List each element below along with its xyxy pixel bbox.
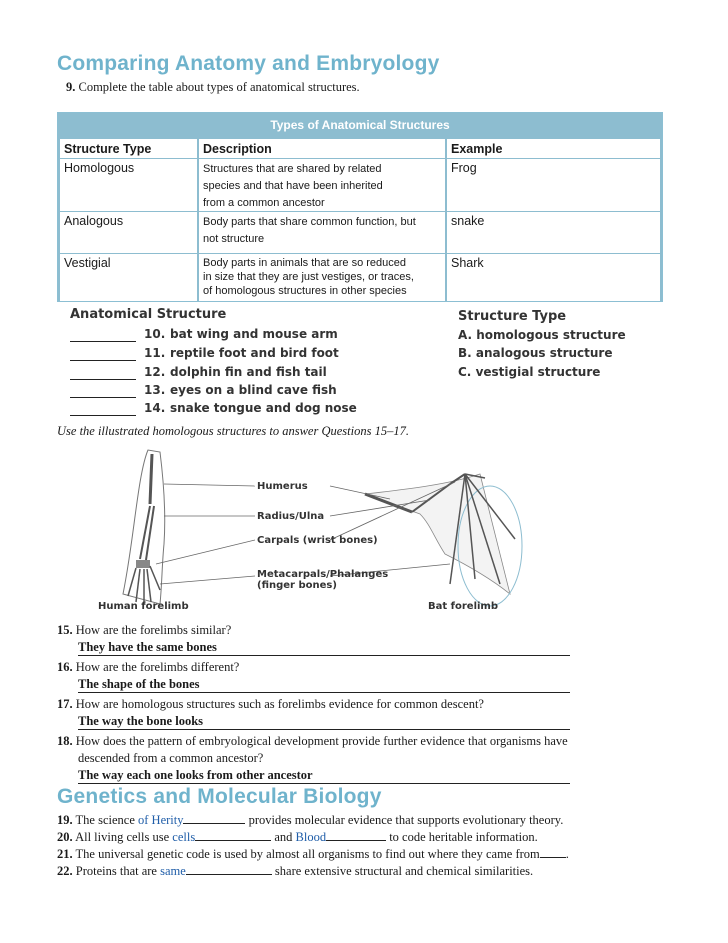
answer-15[interactable]: They have the same bones	[78, 640, 570, 656]
question-18: 18. How does the pattern of embryological development provide further evidence that organisms have	[57, 734, 568, 748]
answer-blank-11[interactable]	[70, 360, 136, 361]
cell-description: Body parts in animals that are so reduced in size that they are just vestiges, or traces, of homologous structures in other species	[203, 257, 414, 297]
cell-type: Homologous	[64, 161, 135, 175]
table-row	[60, 254, 660, 301]
caption-bat-forelimb: Bat forelimb	[428, 601, 498, 612]
answer-blank-10[interactable]	[70, 341, 136, 342]
question-21: 21. The universal genetic code is used by almost all organisms to find out where they came from .	[57, 847, 569, 861]
cell-example: snake	[451, 214, 485, 228]
table-title: Types of Anatomical Structures	[270, 118, 450, 132]
section-title-genetics: Genetics and Molecular Biology	[57, 785, 382, 808]
structure-type-header: Structure Type	[458, 309, 567, 324]
cell-example: Shark	[451, 256, 484, 270]
cell-example: Frog	[451, 161, 477, 175]
answer-blank-13[interactable]	[70, 397, 136, 398]
question-20: 20. All living cells use cells and Blood to code heritable information.	[57, 830, 538, 844]
answer-17[interactable]: The way the bone looks	[78, 714, 570, 730]
header-structure-type: Structure Type	[64, 142, 152, 156]
caption-human-forelimb: Human forelimb	[98, 601, 189, 612]
forelimb-figure	[90, 444, 630, 616]
header-description: Description	[203, 142, 272, 156]
anatomical-structures-table	[57, 112, 663, 302]
option-c: C. vestigial structure	[458, 365, 601, 379]
figure-instruction: Use the illustrated homologous structures to answer Questions 15–17.	[57, 424, 409, 438]
option-a: A. homologous structure	[458, 328, 626, 342]
cell-description: Body parts that share common function, but not structure	[203, 216, 416, 245]
answer-16[interactable]: The shape of the bones	[78, 677, 570, 693]
label-humerus: Humerus	[257, 481, 308, 492]
question-22: 22. Proteins that are same share extensive structural and chemical similarities.	[57, 864, 534, 878]
table-header-row	[60, 139, 660, 158]
table-row	[60, 159, 660, 211]
answer-18[interactable]: The way each one looks from other ancestor	[78, 768, 570, 784]
table-row	[60, 212, 660, 253]
question-18-cont: descended from a common ancestor?	[78, 751, 264, 765]
question-19: 19. The science of Herity provides molecular evidence that supports evolutionary theory.	[57, 813, 564, 827]
section-title-anatomy: Comparing Anatomy and Embryology	[57, 52, 440, 75]
label-radius-ulna: Radius/Ulna	[257, 511, 325, 522]
fill-21[interactable]	[540, 845, 566, 858]
fill-20a[interactable]: cells	[172, 830, 196, 844]
fill-22[interactable]: same	[160, 864, 186, 878]
question-17: 17. How are homologous structures such as forelimbs evidence for common descent?	[57, 697, 484, 711]
answer-blank-14[interactable]	[70, 415, 136, 416]
answer-blank-12[interactable]	[70, 379, 136, 380]
cell-type: Analogous	[64, 214, 124, 228]
cell-type: Vestigial	[64, 256, 111, 270]
question-9: 9. Complete the table about types of anatomical structures.	[66, 80, 360, 94]
fill-19[interactable]: of Herity	[138, 813, 184, 827]
fill-20b[interactable]: Blood	[295, 830, 327, 844]
anatomical-structure-header: Anatomical Structure	[70, 307, 227, 322]
option-b: B. analogous structure	[458, 346, 613, 360]
header-example: Example	[451, 142, 503, 156]
label-metacarpals: Metacarpals/Phalanges (finger bones)	[257, 569, 389, 591]
question-16: 16. How are the forelimbs different?	[57, 660, 240, 674]
cell-description: Structures that are shared by related species and that have been inherited from a common ancestor	[203, 163, 383, 209]
label-carpals: Carpals (wrist bones)	[257, 535, 378, 546]
question-15: 15. How are the forelimbs similar?	[57, 623, 232, 637]
matching-section: Anatomical Structure Structure Type 10. bat wing and mouse arm 11. reptile foot and bird foot 12. dolphin fin and fish tail 13. eyes on a blind cave fish 14. snake tongue and dog nose A. homologous structure B. analogous structure C. vestigial structure	[70, 307, 626, 415]
